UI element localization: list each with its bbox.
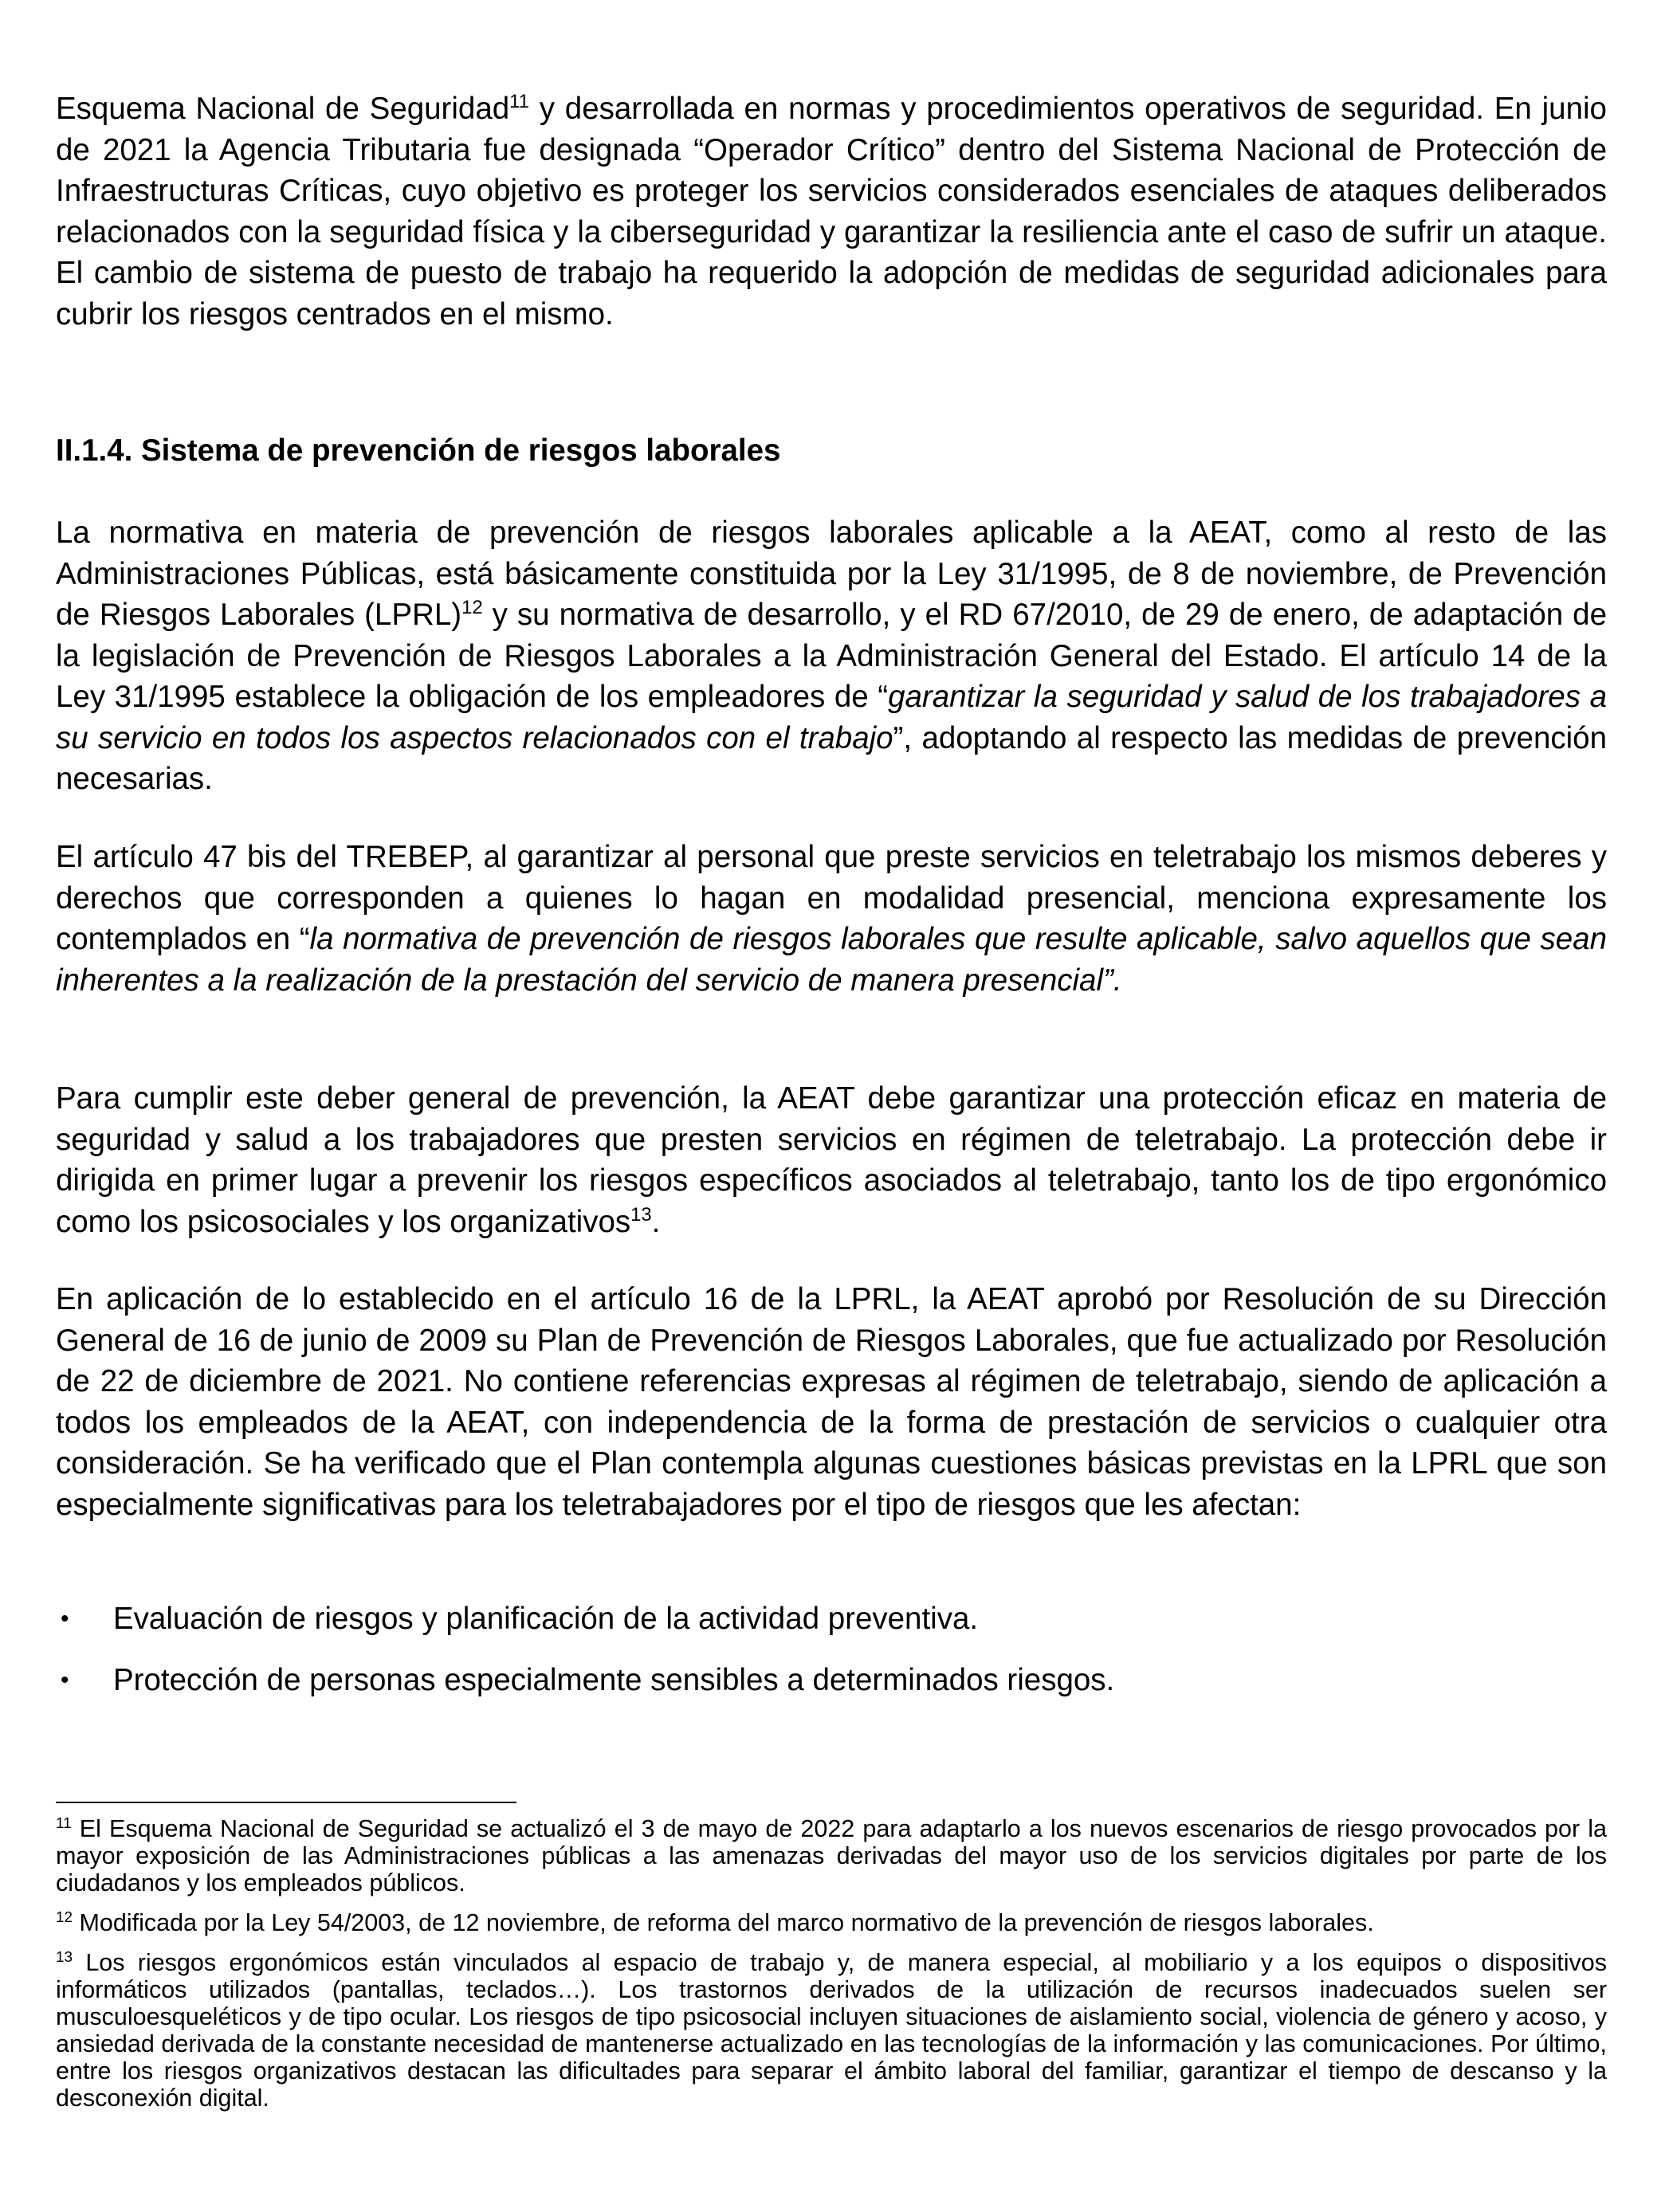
- list-item-text: Evaluación de riesgos y planificación de la actividad preventiva.: [113, 1602, 979, 1636]
- footnote-13: [56, 1949, 1607, 2112]
- list-item-text: Protección de personas especialmente sensibles a determinados riesgos.: [113, 1662, 1115, 1697]
- bullet-list: [56, 1598, 1607, 1700]
- bullet-marker: •: [61, 1666, 69, 1693]
- footnotes: [56, 1815, 1607, 2112]
- paragraph-text: El artículo 47 bis del TREBEP, al garantizar al personal que preste servicios en teletrabajo los mismos deberes y derechos que corresponden a quienes lo hagan en modalidad presencial, menciona expresamente los contemplados en “: [56, 840, 1607, 956]
- footnote-ref-12[interactable]: 12: [461, 597, 483, 619]
- footnote-number: 13: [56, 1948, 73, 1966]
- footnote-number: 12: [56, 1908, 73, 1926]
- list-item: [56, 1598, 1607, 1640]
- italic-quote: la normativa de prevención de riesgos laborales que resulte aplicable, salvo aquellos que sean inherentes a la realización de la prestación del servicio de manera presencial”.: [56, 922, 1607, 998]
- footnote-12: [56, 1909, 1607, 1936]
- footnote-ref-11[interactable]: 11: [509, 91, 529, 113]
- footnote-ref-13[interactable]: 13: [630, 1203, 652, 1226]
- paragraph-trebep: [56, 837, 1607, 1001]
- footnote-text: El Esquema Nacional de Seguridad se actualizó el 3 de mayo de 2022 para adaptarlo a los nuevos escenarios de riesgo provocados por la mayor exposición de las Administraciones públicas a las amenazas derivadas del mayor uso de los servicios digitales por parte de los ciudadanos y los empleados públicos.: [56, 1815, 1607, 1896]
- paragraph-deber-prevencion: [56, 1078, 1607, 1242]
- footnote-number: 11: [56, 1814, 72, 1832]
- paragraph-text: y su normativa de desarrollo, y el RD 67/2010, de 29 de enero, de adaptación de la legislación de Prevención de Riesgos Laborales a la Administración General del Estado. El artículo 14 de la Ley 31/1995 establece la obligación de los empleadores de “: [56, 598, 1607, 714]
- section-heading: II.1.4. Sistema de prevención de riesgos laborales: [56, 433, 781, 468]
- paragraph-text: La normativa en materia de prevención de riesgos laborales aplicable a la AEAT, como al resto de las Administraciones Públicas, está básicamente constituida por la Ley 31/1995, de 8 de noviembre, de Prevención de Riesgos Laborales (LPRL): [56, 516, 1607, 632]
- list-item: [56, 1660, 1607, 1701]
- paragraph-normativa: [56, 512, 1607, 800]
- paragraph-text: ”, adoptando al respecto las medidas de prevención necesarias.: [56, 720, 1607, 796]
- bullet-marker: •: [61, 1606, 69, 1632]
- paragraph-text: Para cumplir este deber general de prevención, la AEAT debe garantizar una protección eficaz en materia de seguridad y salud a los trabajadores que presten servicios en régimen de teletrabajo. La protección debe ir dirigida en primer lugar a prevenir los riesgos específicos asociados al teletrabajo, tanto los de tipo ergonómico como los psicosociales y los organizativos: [56, 1081, 1607, 1239]
- paragraph-text: Esquema Nacional de Seguridad: [56, 92, 510, 126]
- paragraph-text: y desarrollada en normas y procedimientos operativos de seguridad. En junio de 2021 la Agencia Tributaria fue designada “Operador Crítico” dentro del Sistema Nacional de Protección de Infraestructuras Críticas, cuyo objetivo es proteger los servicios considerados esenciales de ataques deliberados relacionados con la seguridad física y la ciberseguridad y garantizar la resiliencia ante el caso de sufrir un ataque. El cambio de sistema de puesto de trabajo ha requerido la adopción de medidas de seguridad adicionales para cubrir los riesgos centrados en el mismo.: [56, 92, 1607, 331]
- paragraph-plan-prevencion: En aplicación de lo establecido en el artículo 16 de la LPRL, la AEAT aprobó por Resolución de su Dirección General de 16 de junio de 2009 su Plan de Prevención de Riesgos Laborales, que fue actualizado por Resolución de 22 de diciembre de 2021. No contiene referencias expresas al régimen de teletrabajo, siendo de aplicación a todos los empleados de la AEAT, con independencia de la forma de prestación de servicios o cualquier otra consideración. Se ha verificado que el Plan contempla algunas cuestiones básicas previstas en la LPRL que son especialmente significativas para los teletrabajadores por el tipo de riesgos que les afectan:: [56, 1282, 1607, 1522]
- footnote-text: Modificada por la Ley 54/2003, de 12 noviembre, de reforma del marco normativo de la prevención de riesgos laborales.: [73, 1909, 1374, 1936]
- paragraph-esquema-seguridad: [56, 88, 1607, 335]
- paragraph-text: .: [651, 1204, 661, 1239]
- footnote-11: [56, 1815, 1607, 1896]
- footnote-text: Los riesgos ergonómicos están vinculados al espacio de trabajo y, de manera especial, al mobiliario y a los equipos o dispositivos informáticos utilizados (pantallas, teclados…). Los trastornos derivados de la utilización de recursos inadecuados suelen ser musculoesqueléticos y de tipo ocular. Los riesgos de tipo psicosocial incluyen situaciones de aislamiento social, violencia de género y acoso, y ansiedad derivada de la constante necesidad de mantenerse actualizado en las tecnologías de la información y las comunicaciones. Por último, entre los riesgos organizativos destacan las dificultades para separar el ámbito laboral del familiar, garantizar el tiempo de descanso y la desconexión digital.: [56, 1949, 1607, 2112]
- footnote-separator: [56, 1802, 516, 1803]
- italic-quote: garantizar la seguridad y salud de los trabajadores a su servicio en todos los aspectos relacionados con el trabajo: [56, 680, 1607, 755]
